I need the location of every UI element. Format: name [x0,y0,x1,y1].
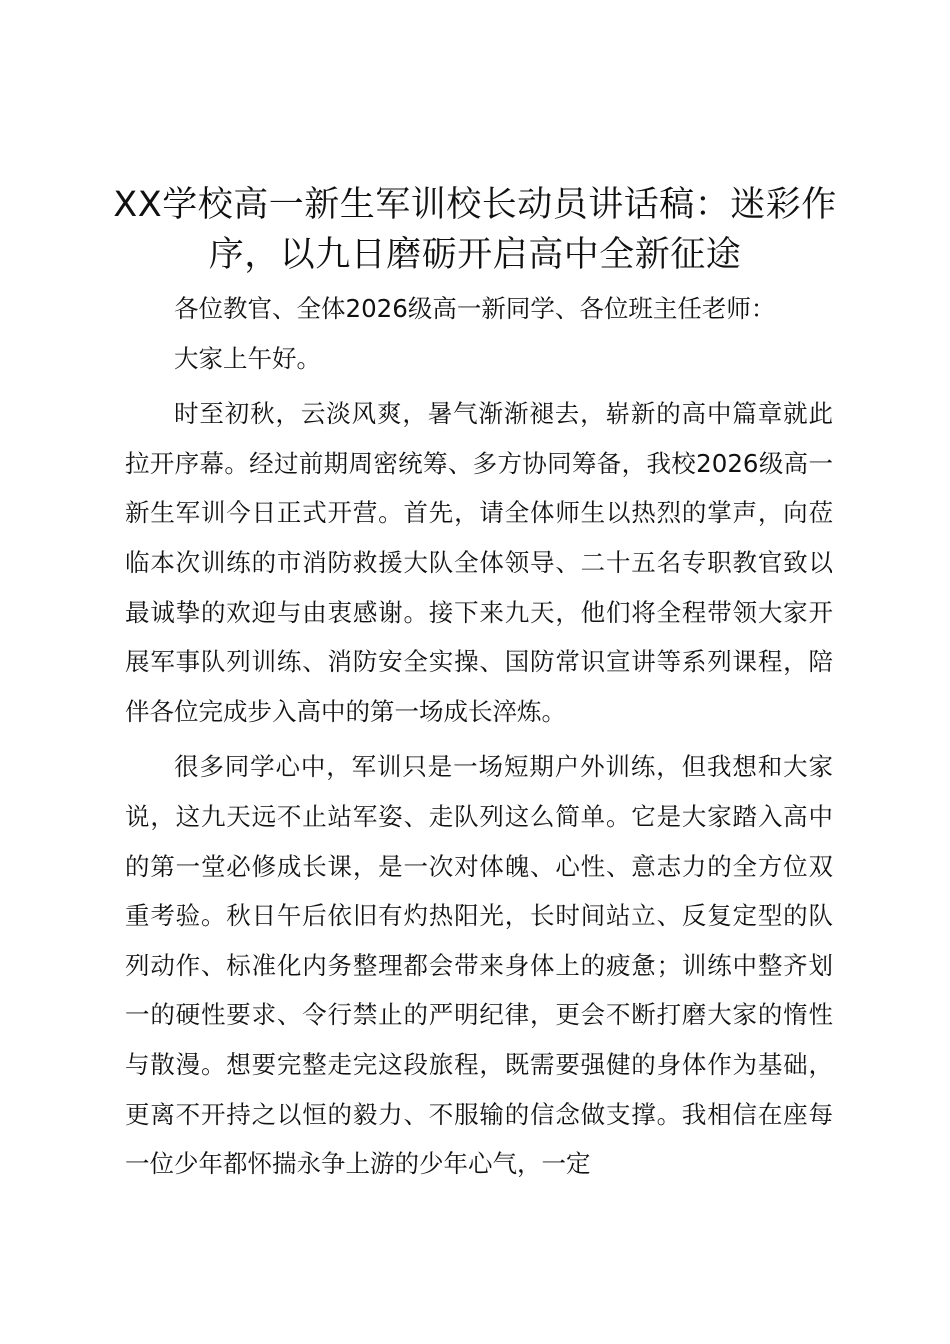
body-paragraph: 时至初秋，云淡风爽，暑气渐渐褪去，崭新的高中篇章就此拉开序幕。经过前期周密统筹、多方协同筹备，我校2026级高一新生军训今日正式开营。首先，请全体师生以热烈的掌声，向莅临本次训练的市消防救援大队全体领导、二十五名专职教官致以最诚挚的欢迎与由衷感谢。接下来九天，他们将全程带领大家开展军事队列训练、消防安全实操、国防常识宣讲等系列课程，陪伴各位完成步入高中的第一场成长淬炼。 [125,399,833,726]
greeting-paragraph: 大家上午好。 [174,343,321,373]
salutation-paragraph: 各位教官、全体2026级高一新同学、各位班主任老师： [174,294,776,323]
body-paragraph: 很多同学心中，军训只是一场短期户外训练，但我想和大家说，这九天远不止站军姿、走队列这么简单。它是大家踏入高中的第一堂必修成长课，是一次对体魄、心性、意志力的全方位双重考验。秋日午后依旧有灼热阳光，长时间站立、反复定型的队列动作、标准化内务整理都会带来身体上的疲惫；训练中整齐划一的硬性要求、令行禁止的严明纪律，更会不断打磨大家的惰性与散漫。想要完整走完这段旅程，既需要强健的身体作为基础，更离不开持之以恒的毅力、不服输的信念做支撑。我相信在座每一位少年都怀揣永争上游的少年心气，一定 [125,752,833,1179]
document-body [125,284,833,1189]
document-title: XX学校高一新生军训校长动员讲话稿：迷彩作序，以九日磨砺开启高中全新征途 [113,185,837,275]
